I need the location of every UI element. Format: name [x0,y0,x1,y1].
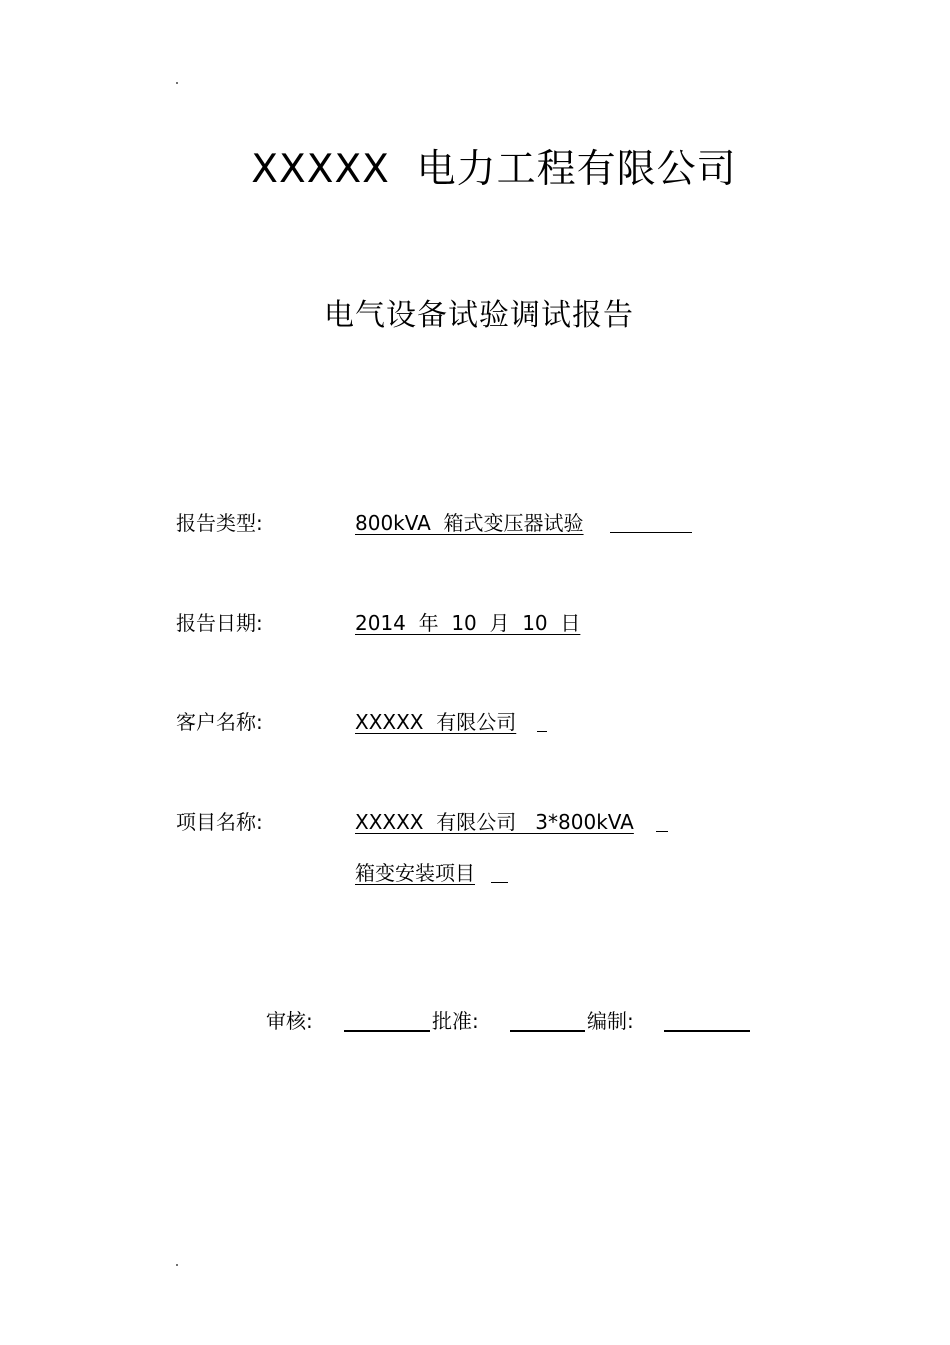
page-marker-dot-bottom [176,1264,178,1266]
customer-underline [537,730,547,732]
project-label: 项目名称: [176,810,263,834]
report-type-label: 报告类型: [176,511,263,535]
customer-value: XXXXX 有限公司 [355,710,517,734]
project-underline-2 [491,881,508,883]
customer-label: 客户名称: [176,710,263,734]
project-underline-1 [656,830,668,832]
approve-label: 批准: [432,1009,479,1033]
review-label: 审核: [266,1009,313,1033]
page-marker-dot-top [176,82,178,84]
report-title: 电气设备试验调试报告 [324,298,634,333]
report-date-value: 2014 年 10 月 10 日 [355,611,581,635]
project-value-line2: 箱变安装项目 [355,861,475,885]
review-signature-line [344,1030,430,1032]
report-type-value: 800kVA 箱式变压器试验 [355,511,584,535]
project-value-line1: XXXXX 有限公司 3*800kVA [355,810,634,834]
approve-signature-line [510,1030,585,1032]
report-type-underline [610,531,692,533]
company-name: XXXXX 电力工程有限公司 [251,147,737,192]
report-date-label: 报告日期: [176,611,263,635]
compile-label: 编制: [587,1009,634,1033]
compile-signature-line [664,1030,750,1032]
